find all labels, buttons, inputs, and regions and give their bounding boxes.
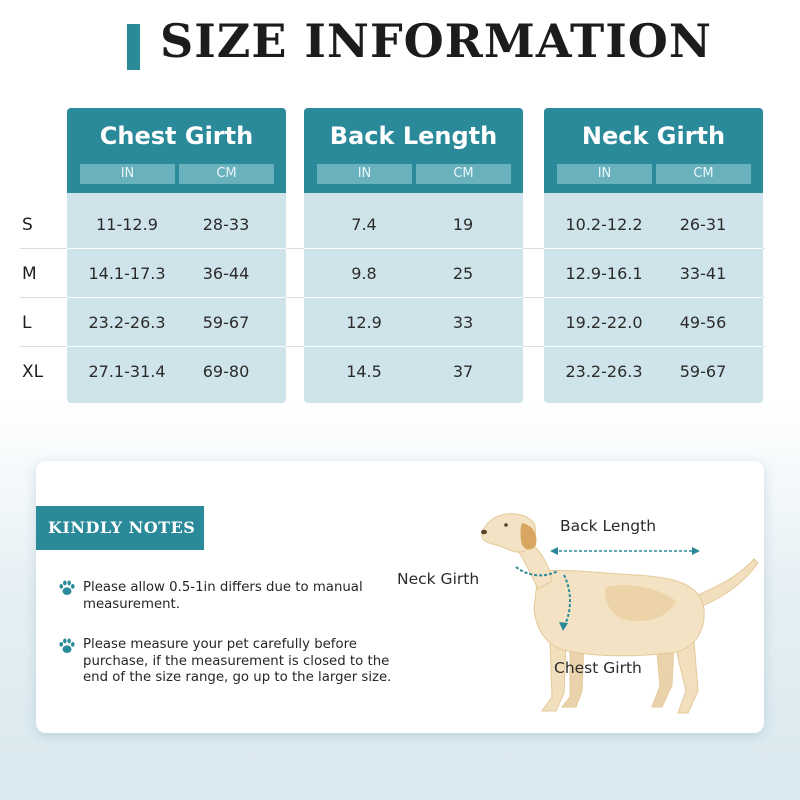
page-title: SIZE INFORMATION — [160, 14, 712, 68]
size-label-l: L — [22, 313, 32, 333]
table-header — [544, 108, 763, 193]
note-item-1: Please allow 0.5-1in differs due to manual measurement. — [83, 580, 363, 612]
unit-in-label: IN — [317, 164, 412, 184]
unit-in-label: IN — [557, 164, 652, 184]
note-item-2: Please measure your pet carefully before purchase, if the measurement is closed to the end of the size range, go up to the larger size. — [83, 637, 392, 686]
table-cell: 14.5 — [346, 362, 382, 381]
table-cell: 14.1-17.3 — [88, 264, 166, 283]
table-cell: 12.9-16.1 — [565, 264, 643, 283]
row-divider — [67, 346, 286, 347]
table-cell: 12.9 — [346, 313, 382, 332]
table-title: Neck Girth — [581, 122, 726, 150]
neck-girth-table — [544, 108, 763, 403]
neck-girth-label: Neck Girth — [397, 570, 480, 588]
table-cell: 59-67 — [202, 313, 250, 332]
row-divider — [304, 297, 523, 298]
unit-cm-label: CM — [179, 164, 274, 184]
size-label-s: S — [22, 215, 33, 235]
table-cell: 27.1-31.4 — [88, 362, 166, 381]
table-title: Back Length — [329, 122, 498, 150]
table-cell: 69-80 — [202, 362, 250, 381]
row-divider — [544, 346, 763, 347]
unit-cm-label: CM — [416, 164, 511, 184]
table-cell: 9.8 — [351, 264, 377, 283]
unit-cm-label: CM — [656, 164, 751, 184]
unit-in-label: IN — [80, 164, 175, 184]
notes-heading: KINDLY NOTES — [48, 518, 196, 537]
table-cell: 36-44 — [202, 264, 250, 283]
table-cell: 23.2-26.3 — [565, 362, 643, 381]
table-header — [304, 108, 523, 193]
back-length-label: Back Length — [560, 517, 657, 535]
size-label-m: M — [22, 264, 37, 284]
row-divider — [544, 248, 763, 249]
table-cell: 33-41 — [679, 264, 727, 283]
table-cell: 23.2-26.3 — [88, 313, 166, 332]
table-cell: 33 — [452, 313, 474, 332]
notes-card — [36, 461, 764, 733]
title-accent-bar — [127, 24, 140, 70]
chest-girth-label: Chest Girth — [554, 659, 642, 677]
table-cell: 49-56 — [679, 313, 727, 332]
size-label-xl: XL — [22, 362, 44, 382]
table-header — [67, 108, 286, 193]
table-cell: 28-33 — [202, 215, 250, 234]
table-cell: 59-67 — [679, 362, 727, 381]
paw-icon — [58, 637, 76, 655]
row-divider — [544, 297, 763, 298]
table-title: Chest Girth — [99, 122, 254, 150]
table-cell: 25 — [452, 264, 474, 283]
table-cell: 19.2-22.0 — [565, 313, 643, 332]
table-cell: 10.2-12.2 — [565, 215, 643, 234]
chest-girth-table — [67, 108, 286, 403]
notes-heading-badge — [36, 506, 204, 550]
row-divider — [304, 248, 523, 249]
back-length-table — [304, 108, 523, 403]
table-cell: 26-31 — [679, 215, 727, 234]
row-divider — [67, 297, 286, 298]
paw-icon — [58, 579, 76, 597]
table-cell: 7.4 — [351, 215, 377, 234]
row-divider — [67, 248, 286, 249]
row-divider — [304, 346, 523, 347]
table-cell: 11-12.9 — [96, 215, 158, 234]
table-cell: 37 — [452, 362, 474, 381]
table-cell: 19 — [452, 215, 474, 234]
